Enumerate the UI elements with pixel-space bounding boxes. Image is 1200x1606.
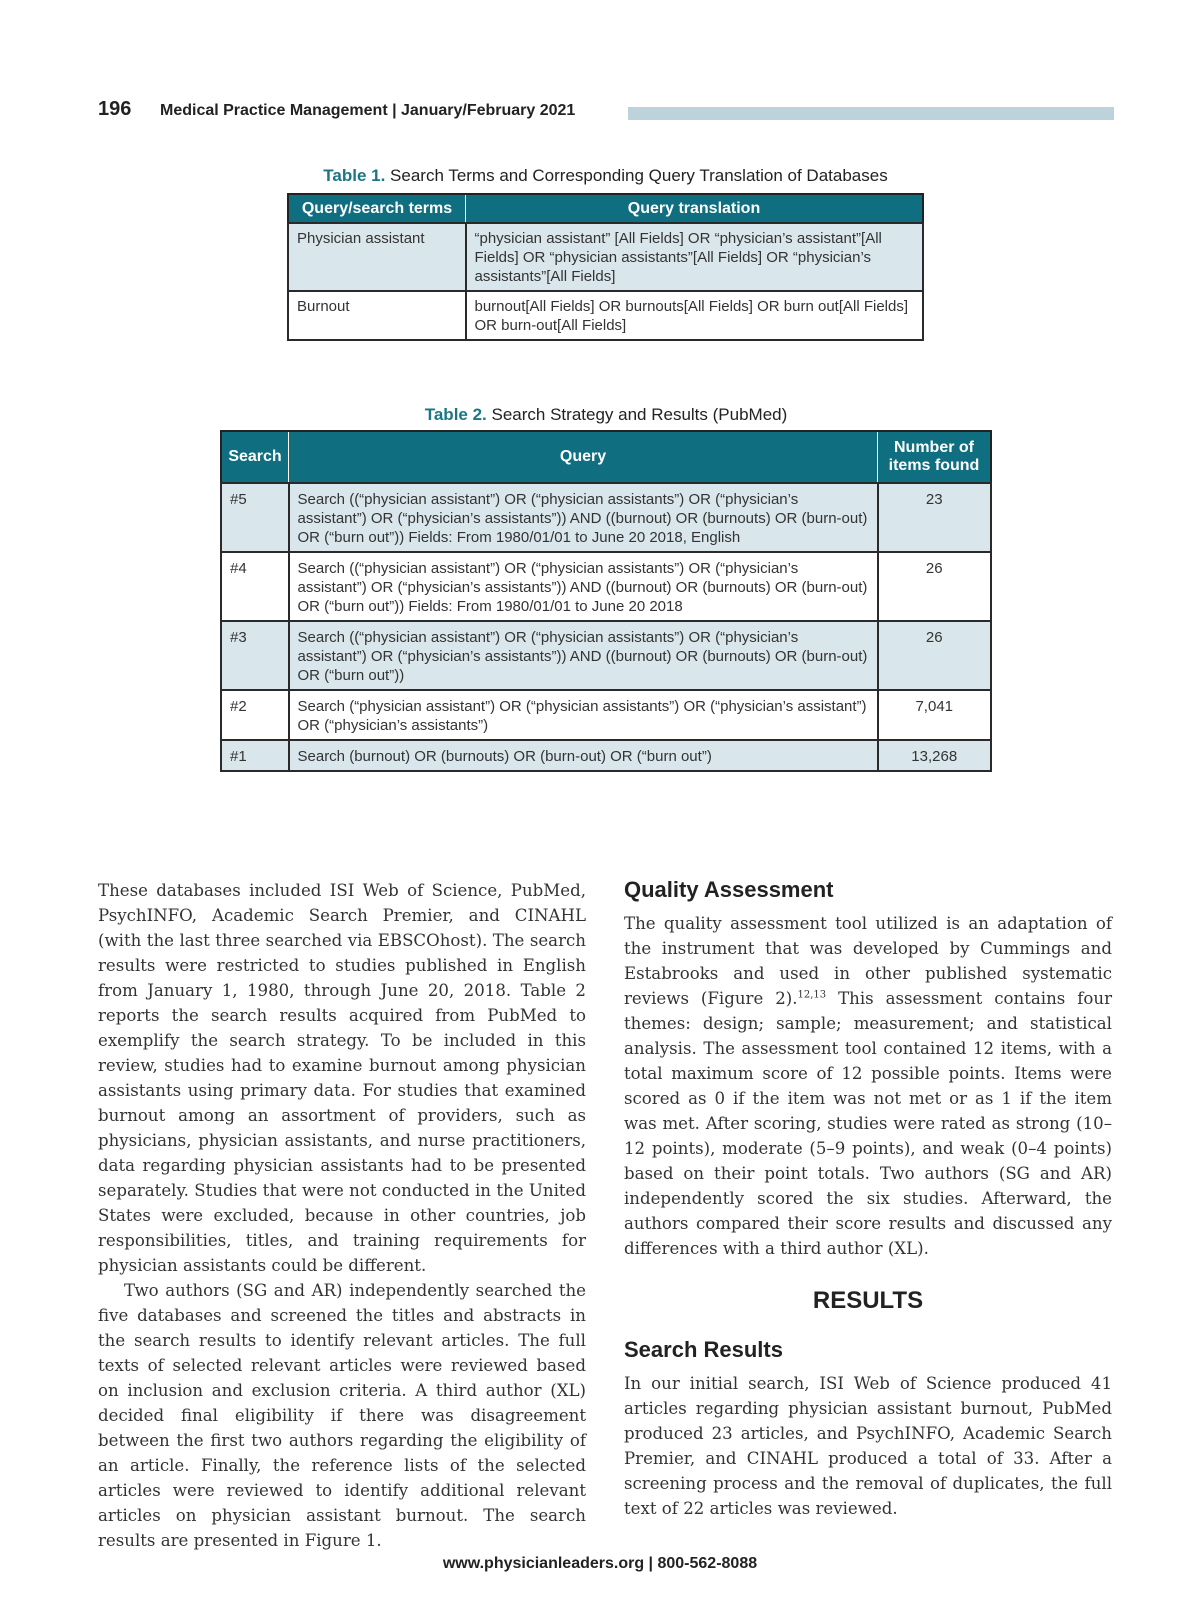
table-row [221,621,991,690]
table2-search: #5 [221,483,289,552]
table2-header-query: Query [289,431,878,483]
quality-text-a: The quality assessment tool utilized is an adaptation of the instrument that was developed by Cummings and Estabrooks and used in other published systematic reviews (Figure 2). [624,914,1112,1008]
citation-superscript: 12,13 [797,989,827,1001]
page-number: 196 [98,98,132,120]
table2-header-search: Search [221,431,289,483]
quality-text-b: This assessment contains four themes: design; sample; measurement; and statistical analysis. The assessment tool contained 12 items, with a total maximum score of 12 possible points. Items were scored as 0 if the item was not met or as 1 if the item was met. After scoring, studies were rated as strong (10–12 points), moderate (5–9 points), and weak (0–4 points) based on their point totals. Two authors (SG and AR) independently scored the six studies. Afterward, the authors compared their score results and discussed any differences with a third author (XL). [624,989,1113,1258]
left-column [98,878,586,1553]
table2-query: Search (“physician assistant”) OR (“physician assistants”) OR (“physician’s assistant”) OR (“physician’s assistants”) [289,690,878,740]
table2-caption-text: Search Strategy and Results (PubMed) [486,405,788,424]
table2-caption-label: Table 2. [424,405,487,424]
table1-translation: burnout[All Fields] OR burnouts[All Fields] OR burn out[All Fields] OR burn-out[All Fields] [466,291,924,340]
table1-term: Physician assistant [288,223,466,291]
table-row [221,552,991,621]
table2-count: 23 [878,483,992,552]
table2 [220,430,992,772]
table2-header-count: Number of items found [878,431,992,483]
page-footer: www.physicianleaders.org | 800-562-8088 [442,1555,758,1572]
table2-search: #4 [221,552,289,621]
table1 [287,193,924,341]
table1-term: Burnout [288,291,466,340]
search-results-heading: Search Results [624,1337,783,1362]
running-head [98,98,1112,128]
table2-query: Search ((“physician assistant”) OR (“physician assistants”) OR (“physician’s assistant”) OR (“physician’s assistants”)) AND ((burnout) OR (burnouts) OR (burn-out) OR (“burn out”)) [289,621,878,690]
header-bar [628,107,1114,120]
table2-count: 26 [878,552,992,621]
table2-count: 26 [878,621,992,690]
table-row [221,740,991,771]
table1-caption [287,166,924,186]
body-paragraph: In our initial search, ISI Web of Science produced 41 articles regarding physician assistant burnout, PubMed produced 23 articles, and PsychINFO, Academic Search Premier, and CINAHL produced a total of 33. After a screening process and the removal of duplicates, the full text of 22 articles was reviewed. [624,1374,1112,1518]
table2-search: #2 [221,690,289,740]
table2-search: #3 [221,621,289,690]
table2-header-row [221,431,991,483]
table2-query: Search (burnout) OR (burnouts) OR (burn-out) OR (“burn out”) [289,740,878,771]
table1-caption-label: Table 1. [323,166,386,185]
table-row [221,690,991,740]
table-row [288,291,923,340]
table1-header-translation: Query translation [466,194,924,223]
table2-count: 7,041 [878,690,992,740]
table1-header-terms: Query/search terms [288,194,466,223]
table1-header-row [288,194,923,223]
table2-query: Search ((“physician assistant”) OR (“physician assistants”) OR (“physician’s assistant”) OR (“physician’s assistants”)) AND ((burnout) OR (burnouts) OR (burn-out) OR (“burn out”)) Fields: From 1980/01/01 to June 20 2018 [289,552,878,621]
body-paragraph [624,911,1112,1261]
quality-assessment-heading: Quality Assessment [624,877,834,902]
journal-title: Medical Practice Management | January/February 2021 [160,102,576,119]
right-column [624,877,1112,1521]
table-row [221,483,991,552]
table2-caption [220,405,992,425]
results-heading: RESULTS [812,1287,924,1314]
table2-count: 13,268 [878,740,992,771]
table-row [288,223,923,291]
table1-translation: “physician assistant” [All Fields] OR “physician’s assistant”[All Fields] OR “physician assistants”[All Fields] OR “physician’s assistants”[All Fields] [466,223,924,291]
body-paragraph: Two authors (SG and AR) independently searched the five databases and screened the titles and abstracts in the search results to identify relevant articles. The full texts of selected relevant articles were reviewed based on inclusion and exclusion criteria. A third author (XL) decided final eligibility if there was disagreement between the first two authors regarding the eligibility of an article. Finally, the reference lists of the selected articles were reviewed to identify additional relevant articles on physician assistant burnout. The search results are presented in Figure 1. [98,1281,586,1550]
table2-search: #1 [221,740,289,771]
table2-query: Search ((“physician assistant”) OR (“physician assistants”) OR (“physician’s assistant”) OR (“physician’s assistants”)) AND ((burnout) OR (burnouts) OR (burn-out) OR (“burn out”)) Fields: From 1980/01/01 to June 20 2018, English [289,483,878,552]
table1-caption-text: Search Terms and Corresponding Query Translation of Databases [385,166,888,185]
body-paragraph: These databases included ISI Web of Science, PubMed, PsychINFO, Academic Search Premier, and CINAHL (with the last three searched via EBSCOhost). The search results were restricted to studies published in English from January 1, 1980, through June 20, 2018. Table 2 reports the search results acquired from PubMed to exemplify the search strategy. To be included in this review, studies had to examine burnout among physician assistants using primary data. For studies that examined burnout among an assortment of providers, such as physicians, physician assistants, and nurse practitioners, data regarding physician assistants had to be presented separately. Studies that were not conducted in the United States were excluded, because in other countries, job responsibilities, titles, and training requirements for physician assistants could be different. [98,881,586,1275]
